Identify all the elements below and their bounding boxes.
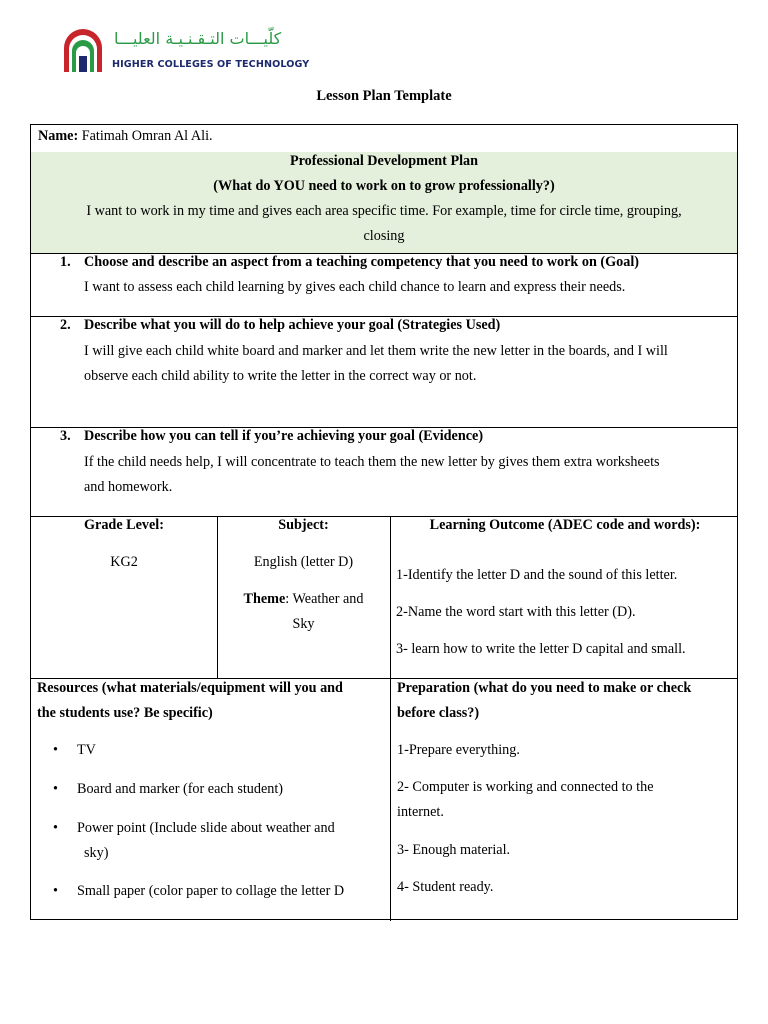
theme-line1 [217, 587, 390, 612]
logo-english-text: HIGHER COLLEGES OF TECHNOLOGY [112, 59, 310, 70]
resource-item-3: • Power point (Include slide about weather and [31, 816, 390, 841]
goal-2-heading: Describe what you will do to help achieve your goal (Strategies Used) [84, 317, 501, 333]
pdp-question: (What do YOU need to work on to grow professionally?) [213, 178, 555, 194]
resource-item-4: • Small paper (color paper to collage the letter D [31, 879, 390, 904]
preparation-item-2: 2- Computer is working and connected to the [397, 779, 654, 795]
outcome-item-3: 3- learn how to write the letter D capital and small. [396, 641, 686, 657]
goal-2-text-line1: I will give each child white board and marker and let them write the new letter in the boards, and I will [84, 343, 668, 359]
preparation-item-1: 1-Prepare everything. [397, 742, 520, 758]
goal-1-heading: Choose and describe an aspect from a teaching competency that you need to work on (Goal) [84, 254, 639, 270]
lesson-plan-table [30, 124, 738, 920]
bullet-icon: • [53, 820, 58, 836]
pdp-answer-line1: I want to work in my time and gives each area specific time. For example, time for circle time, grouping, [86, 203, 682, 219]
subject-value: English (letter D) [253, 554, 354, 570]
goal-2-number: 2. [60, 317, 71, 333]
resources-label-line2: the students use? Be specific) [37, 705, 213, 721]
name-label: Name: [38, 128, 79, 144]
grade-label: Grade Level: [84, 517, 164, 533]
goal-1-text: I want to assess each child learning by gives each child chance to learn and express their needs. [84, 279, 626, 295]
preparation-label-line1: Preparation (what do you need to make or check [397, 680, 692, 696]
resource-item-1: • TV [31, 738, 390, 763]
theme-line2: Sky [292, 616, 315, 632]
outcome-item-1: 1-Identify the letter D and the sound of this letter. [396, 567, 678, 583]
name-row [38, 124, 213, 149]
goal-1-number: 1. [60, 254, 71, 270]
preparation-item-2-line2: internet. [397, 804, 444, 820]
hct-emblem-icon [60, 28, 106, 74]
subject-label: Subject: [278, 517, 329, 533]
logo-arabic-text: كلّيـــات التـقـنـيـة العليـــا [114, 29, 282, 48]
preparation-label-line2: before class?) [397, 705, 480, 721]
theme-value: : Weather and [285, 591, 364, 607]
outcome-label: Learning Outcome (ADEC code and words): [429, 517, 701, 533]
outcome-item-2: 2-Name the word start with this letter (D). [396, 604, 636, 620]
bullet-icon: • [53, 781, 58, 797]
resources-label-line1: Resources (what materials/equipment will you and [37, 680, 343, 696]
goal-3-number: 3. [60, 428, 71, 444]
goal-3-heading: Describe how you can tell if you’re achieving your goal (Evidence) [84, 428, 484, 444]
bullet-icon: • [53, 742, 58, 758]
bullet-icon: • [53, 883, 58, 899]
goal-2-text-line2: observe each child ability to write the letter in the correct way or not. [84, 368, 477, 384]
pdp-answer-line2: closing [363, 228, 405, 244]
resource-item-3-line2: sky) [84, 845, 109, 861]
goal-3-text-line1: If the child needs help, I will concentrate to teach them the new letter by gives them extra worksheets [84, 454, 660, 470]
grade-value: KG2 [110, 554, 138, 570]
theme-label: Theme [243, 591, 286, 607]
name-value: Fatimah Omran Al Ali. [78, 128, 213, 144]
goal-3-text-line2: and homework. [84, 479, 173, 495]
pdp-title: Professional Development Plan [289, 153, 479, 169]
resource-item-2: • Board and marker (for each student) [31, 777, 390, 802]
preparation-item-3: 3- Enough material. [397, 842, 511, 858]
page-title: Lesson Plan Template [316, 88, 452, 104]
preparation-item-4: 4- Student ready. [397, 879, 494, 895]
hct-logo [60, 28, 310, 76]
